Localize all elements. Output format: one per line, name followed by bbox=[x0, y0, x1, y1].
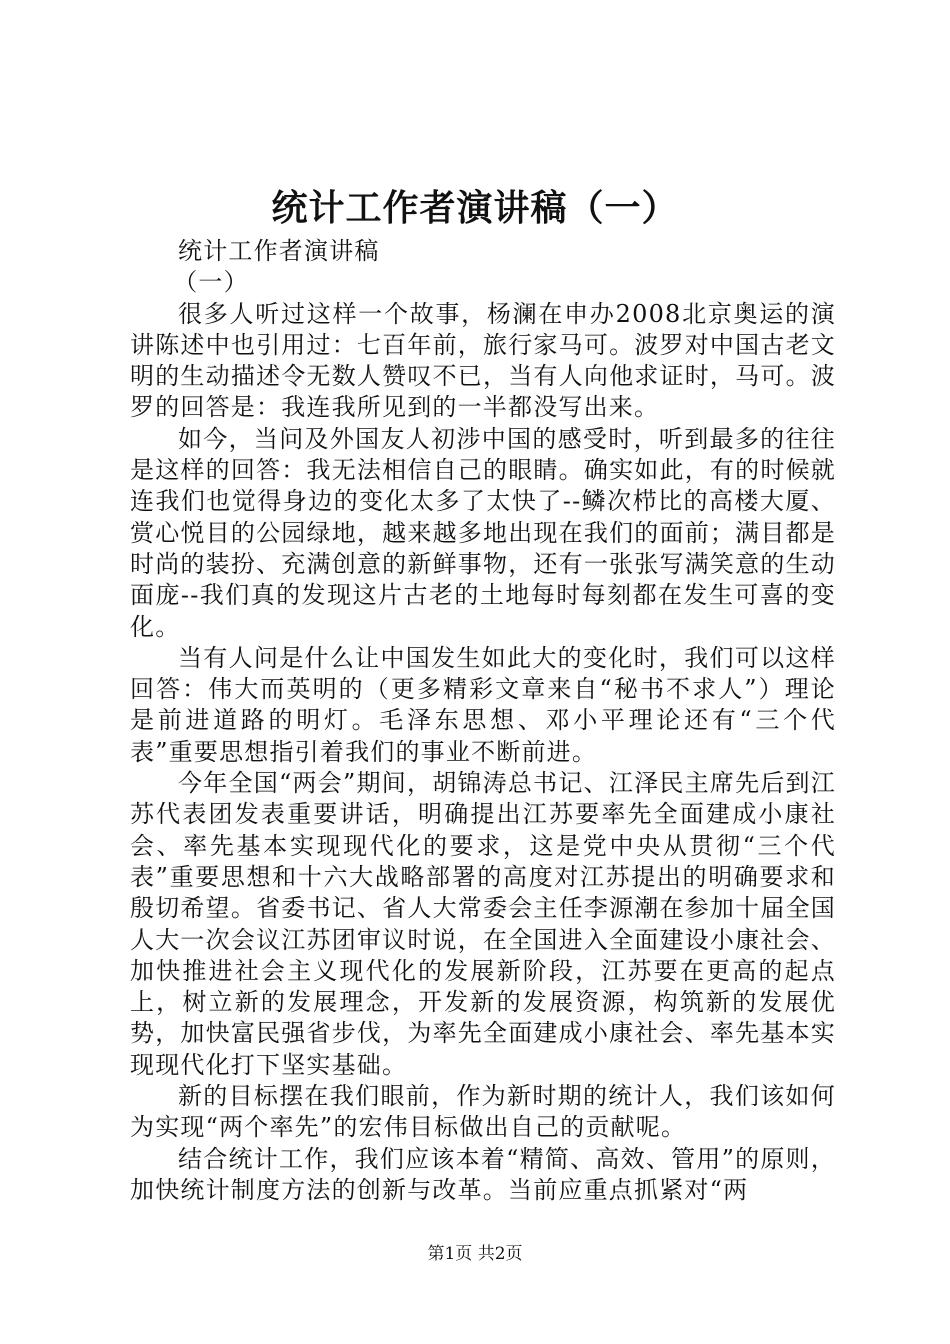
document-subtitle: 统计工作者演讲稿 bbox=[178, 237, 380, 265]
document-body bbox=[130, 236, 836, 1206]
document-title: 统计工作者演讲稿（一） bbox=[271, 187, 679, 229]
paragraph: 很多人听过这样一个故事，杨澜在申办2008北京奥运的演讲陈述中也引用过：七百年前，旅行家马可。波罗对中国古老文明的生动描述令无数人赞叹不已，当有人向他求证时，马可。波罗的回答是：我连我所见到的一半都没写出来。 bbox=[130, 299, 836, 422]
page-footer: 第1页 共2页 bbox=[427, 1244, 523, 1264]
paragraph: 当有人问是什么让中国发生如此大的变化时，我们可以这样回答：伟大而英明的（更多精彩文章来自“秘书不求人”）理论是前进道路的明灯。毛泽东思想、邓小平理论还有“三个代表”重要思想指引着我们的事业不断前进。 bbox=[130, 643, 836, 766]
part-label: （一） bbox=[173, 268, 249, 297]
paragraph: 如今，当问及外国友人初涉中国的感受时，听到最多的往往是这样的回答：我无法相信自己的眼睛。确实如此，有的时候就连我们也觉得身边的变化太多了太快了--鳞次栉比的高楼大厦、赏心悦目的公园绿地，越来越多地出现在我们的面前；满目都是时尚的装扮、充满创意的新鲜事物，还有一张张写满笑意的生动面庞--我们真的发现这片古老的土地每时每刻都在发生可喜的变化。 bbox=[130, 424, 836, 641]
paragraph: 新的目标摆在我们眼前，作为新时期的统计人，我们该如何为实现“两个率先”的宏伟目标做出自己的贡献呢。 bbox=[130, 1082, 836, 1142]
paragraph: 结合统计工作，我们应该本着“精简、高效、管用”的原则，加快统计制度方法的创新与改革。当前应重点抓紧对“两 bbox=[130, 1144, 836, 1204]
paragraph: 今年全国“两会”期间，胡锦涛总书记、江泽民主席先后到江苏代表团发表重要讲话，明确提出江苏要率先全面建成小康社会、率先基本实现现代化的要求，这是党中央从贯彻“三个代表”重要思想和十六大战略部署的高度对江苏提出的明确要求和殷切希望。省委书记、省人大常委会主任李源潮在参加十届全国人大一次会议江苏团审议时说，在全国进入全面建设小康社会、加快推进社会主义现代化的发展新阶段，江苏要在更高的起点上，树立新的发展理念，开发新的发展资源，构筑新的发展优势，加快富民强省步伐，为率先全面建成小康社会、率先基本实现现代化打下坚实基础。 bbox=[130, 769, 836, 1079]
